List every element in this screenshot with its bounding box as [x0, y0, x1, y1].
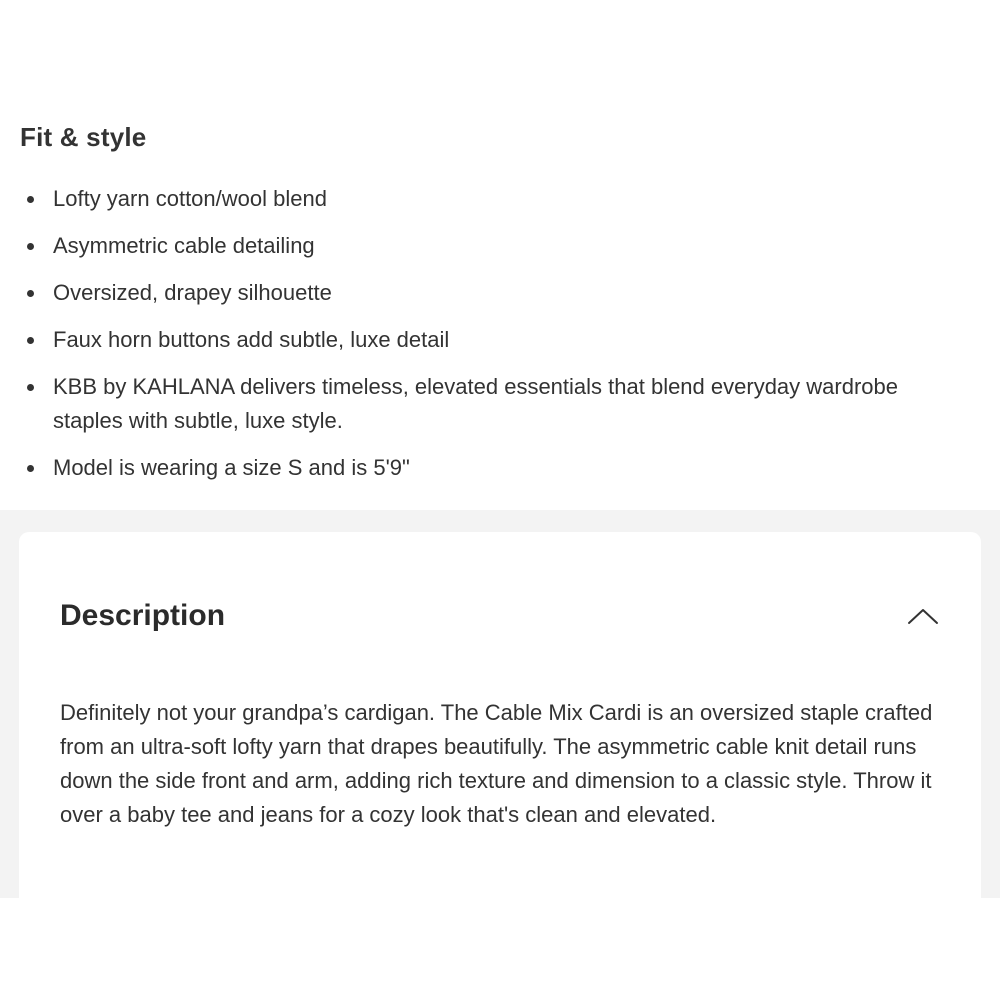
description-accordion	[19, 532, 981, 898]
list-item-text: Oversized, drapey silhouette	[53, 280, 332, 305]
chevron-up-icon[interactable]	[906, 604, 940, 628]
list-item-text: Model is wearing a size S and is 5'9"	[53, 455, 410, 480]
chevron-up-icon-graphic	[906, 606, 940, 626]
list-item	[0, 451, 900, 485]
bullet-icon	[27, 243, 34, 250]
list-item-text: Faux horn buttons add subtle, luxe detail	[53, 327, 450, 352]
page-footer-space	[0, 898, 1000, 1000]
list-item	[0, 229, 900, 263]
fit-and-style-list	[0, 182, 900, 498]
list-item-text: KBB by KAHLANA delivers timeless, elevated essentials that blend everyday wardrobe staples with subtle, luxe style.	[53, 374, 898, 433]
description-title: Description	[60, 599, 226, 632]
description-accordion-toggle[interactable]	[60, 594, 940, 638]
list-item	[0, 276, 900, 310]
bullet-icon	[27, 337, 34, 344]
bullet-icon	[27, 290, 34, 297]
bullet-icon	[27, 465, 34, 472]
fit-and-style-heading: Fit & style	[20, 122, 147, 152]
list-item	[0, 182, 900, 216]
list-item	[0, 370, 900, 438]
bullet-icon	[27, 384, 34, 391]
list-item-text: Asymmetric cable detailing	[53, 233, 315, 258]
description-body: Definitely not your grandpa’s cardigan. The Cable Mix Cardi is an oversized staple crafted from an ultra-soft lofty yarn that drapes beautifully. The asymmetric cable knit detail runs down the side front and arm, adding rich texture and dimension to a classic style. Throw it over a baby tee and jeans for a cozy look that's clean and elevated.	[60, 700, 933, 827]
list-item	[0, 323, 900, 357]
list-item-text: Lofty yarn cotton/wool blend	[53, 186, 327, 211]
bullet-icon	[27, 196, 34, 203]
